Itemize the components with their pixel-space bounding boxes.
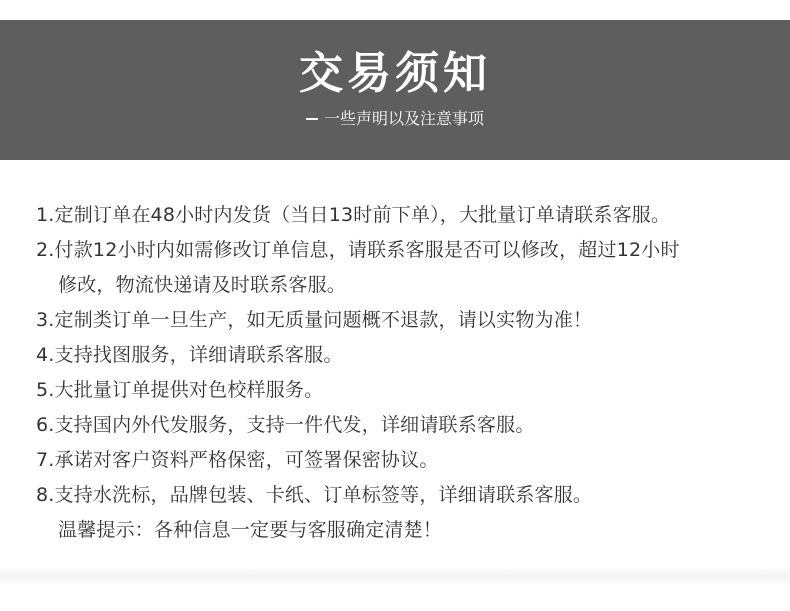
notice-item-6: 6.支持国内外代发服务，支持一件代发，详细请联系客服。 [36, 414, 535, 436]
notice-item-1: 1.定制订单在48小时内发货（当日13时前下单），大批量订单请联系客服。 [36, 204, 671, 226]
notice-list [36, 198, 776, 548]
notice-item-5: 5.大批量订单提供对色校样服务。 [36, 379, 324, 401]
notice-item-3: 3.定制类订单一旦生产，如无质量问题概不退款，请以实物为准！ [36, 309, 593, 331]
warm-tip: 温馨提示：各种信息一定要与客服确定清楚！ [58, 519, 443, 541]
header-banner [0, 20, 790, 160]
page-title: 交易须知 [299, 48, 491, 99]
page-subtitle-row [0, 104, 790, 130]
notice-item-2-continued: 修改，物流快递请及时联系客服。 [58, 274, 347, 296]
notice-item-4: 4.支持找图服务，详细请联系客服。 [36, 344, 343, 366]
page-subtitle: 一些声明以及注意事项 [323, 109, 484, 128]
notice-item-2: 2.付款12小时内如需修改订单信息，请联系客服是否可以修改，超过12小时 [36, 239, 680, 261]
bottom-divider-shadow [0, 566, 790, 586]
page-subtitle-wrap [306, 108, 484, 130]
subtitle-dash-decoration [306, 118, 318, 120]
notice-item-8: 8.支持水洗标，品牌包装、卡纸、订单标签等，详细请联系客服。 [36, 484, 593, 506]
notice-item-7: 7.承诺对客户资料严格保密，可签署保密协议。 [36, 449, 439, 471]
